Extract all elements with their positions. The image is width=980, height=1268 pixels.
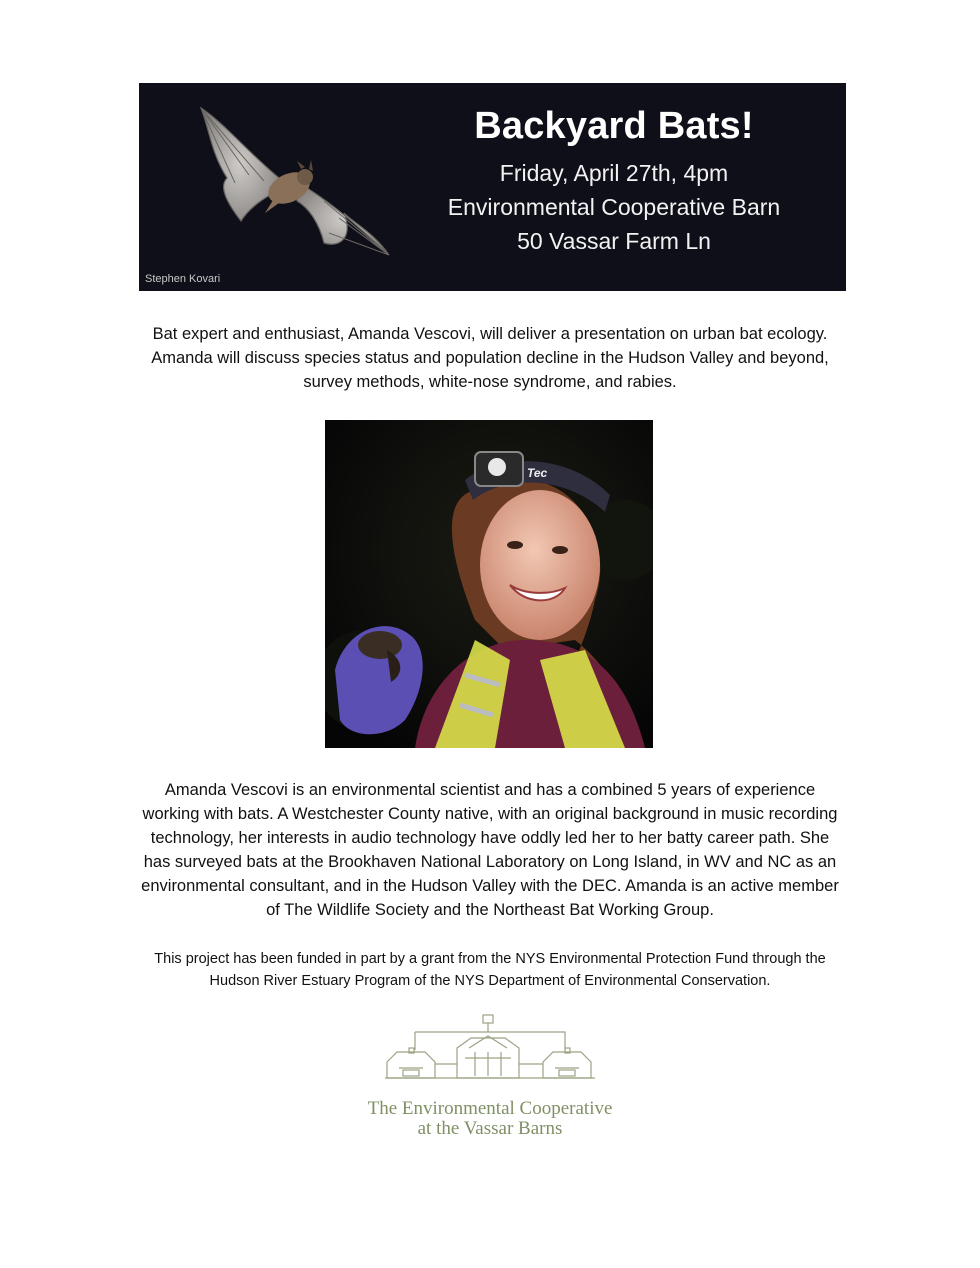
- event-banner: [139, 83, 846, 291]
- organization-name: [290, 1099, 690, 1139]
- bio-line: of The Wildlife Society and the Northeast Bat Working Group.: [266, 901, 714, 919]
- bio-line: working with bats. A Westchester County native, with an original background in music recording: [142, 805, 838, 823]
- bio-line: environmental consultant, and in the Hudson Valley with the DEC. Amanda is an active member: [141, 877, 839, 895]
- bio-paragraph: [100, 778, 880, 922]
- headlamp-label: Tec: [527, 466, 548, 480]
- speaker-photo: [325, 420, 653, 748]
- funding-line: Hudson River Estuary Program of the NYS Department of Environmental Conservation.: [209, 973, 771, 989]
- intro-line: Bat expert and enthusiast, Amanda Vescovi, will deliver a presentation on urban bat ecology.: [152, 325, 828, 343]
- intro-line: survey methods, white-nose syndrome, and rabies.: [303, 373, 677, 391]
- intro-line: Amanda will discuss species status and population decline in the Hudson Valley and beyond,: [151, 349, 829, 367]
- bat-photo: [139, 83, 439, 291]
- photo-credit: Stephen Kovari: [145, 273, 221, 285]
- funding-note: [100, 948, 880, 992]
- event-venue: Environmental Cooperative Barn: [447, 194, 781, 220]
- intro-paragraph: [100, 322, 880, 394]
- event-title: Backyard Bats!: [474, 105, 754, 147]
- org-line: The Environmental Cooperative: [367, 1098, 613, 1119]
- bio-line: technology, her interests in audio technology have oddly led her to her batty career path. She: [150, 829, 830, 847]
- org-line: at the Vassar Barns: [417, 1118, 563, 1139]
- event-date: Friday, April 27th, 4pm: [499, 160, 729, 186]
- barn-logo: [385, 1012, 595, 1082]
- funding-line: This project has been funded in part by a grant from the NYS Environmental Protection Fund through the: [154, 951, 826, 967]
- bio-line: has surveyed bats at the Brookhaven National Laboratory on Long Island, in WV and NC as an: [143, 853, 837, 871]
- speaker-illustration: [325, 420, 653, 748]
- event-address: 50 Vassar Farm Ln: [517, 228, 711, 254]
- bio-line: Amanda Vescovi is an environmental scientist and has a combined 5 years of experience: [164, 781, 816, 799]
